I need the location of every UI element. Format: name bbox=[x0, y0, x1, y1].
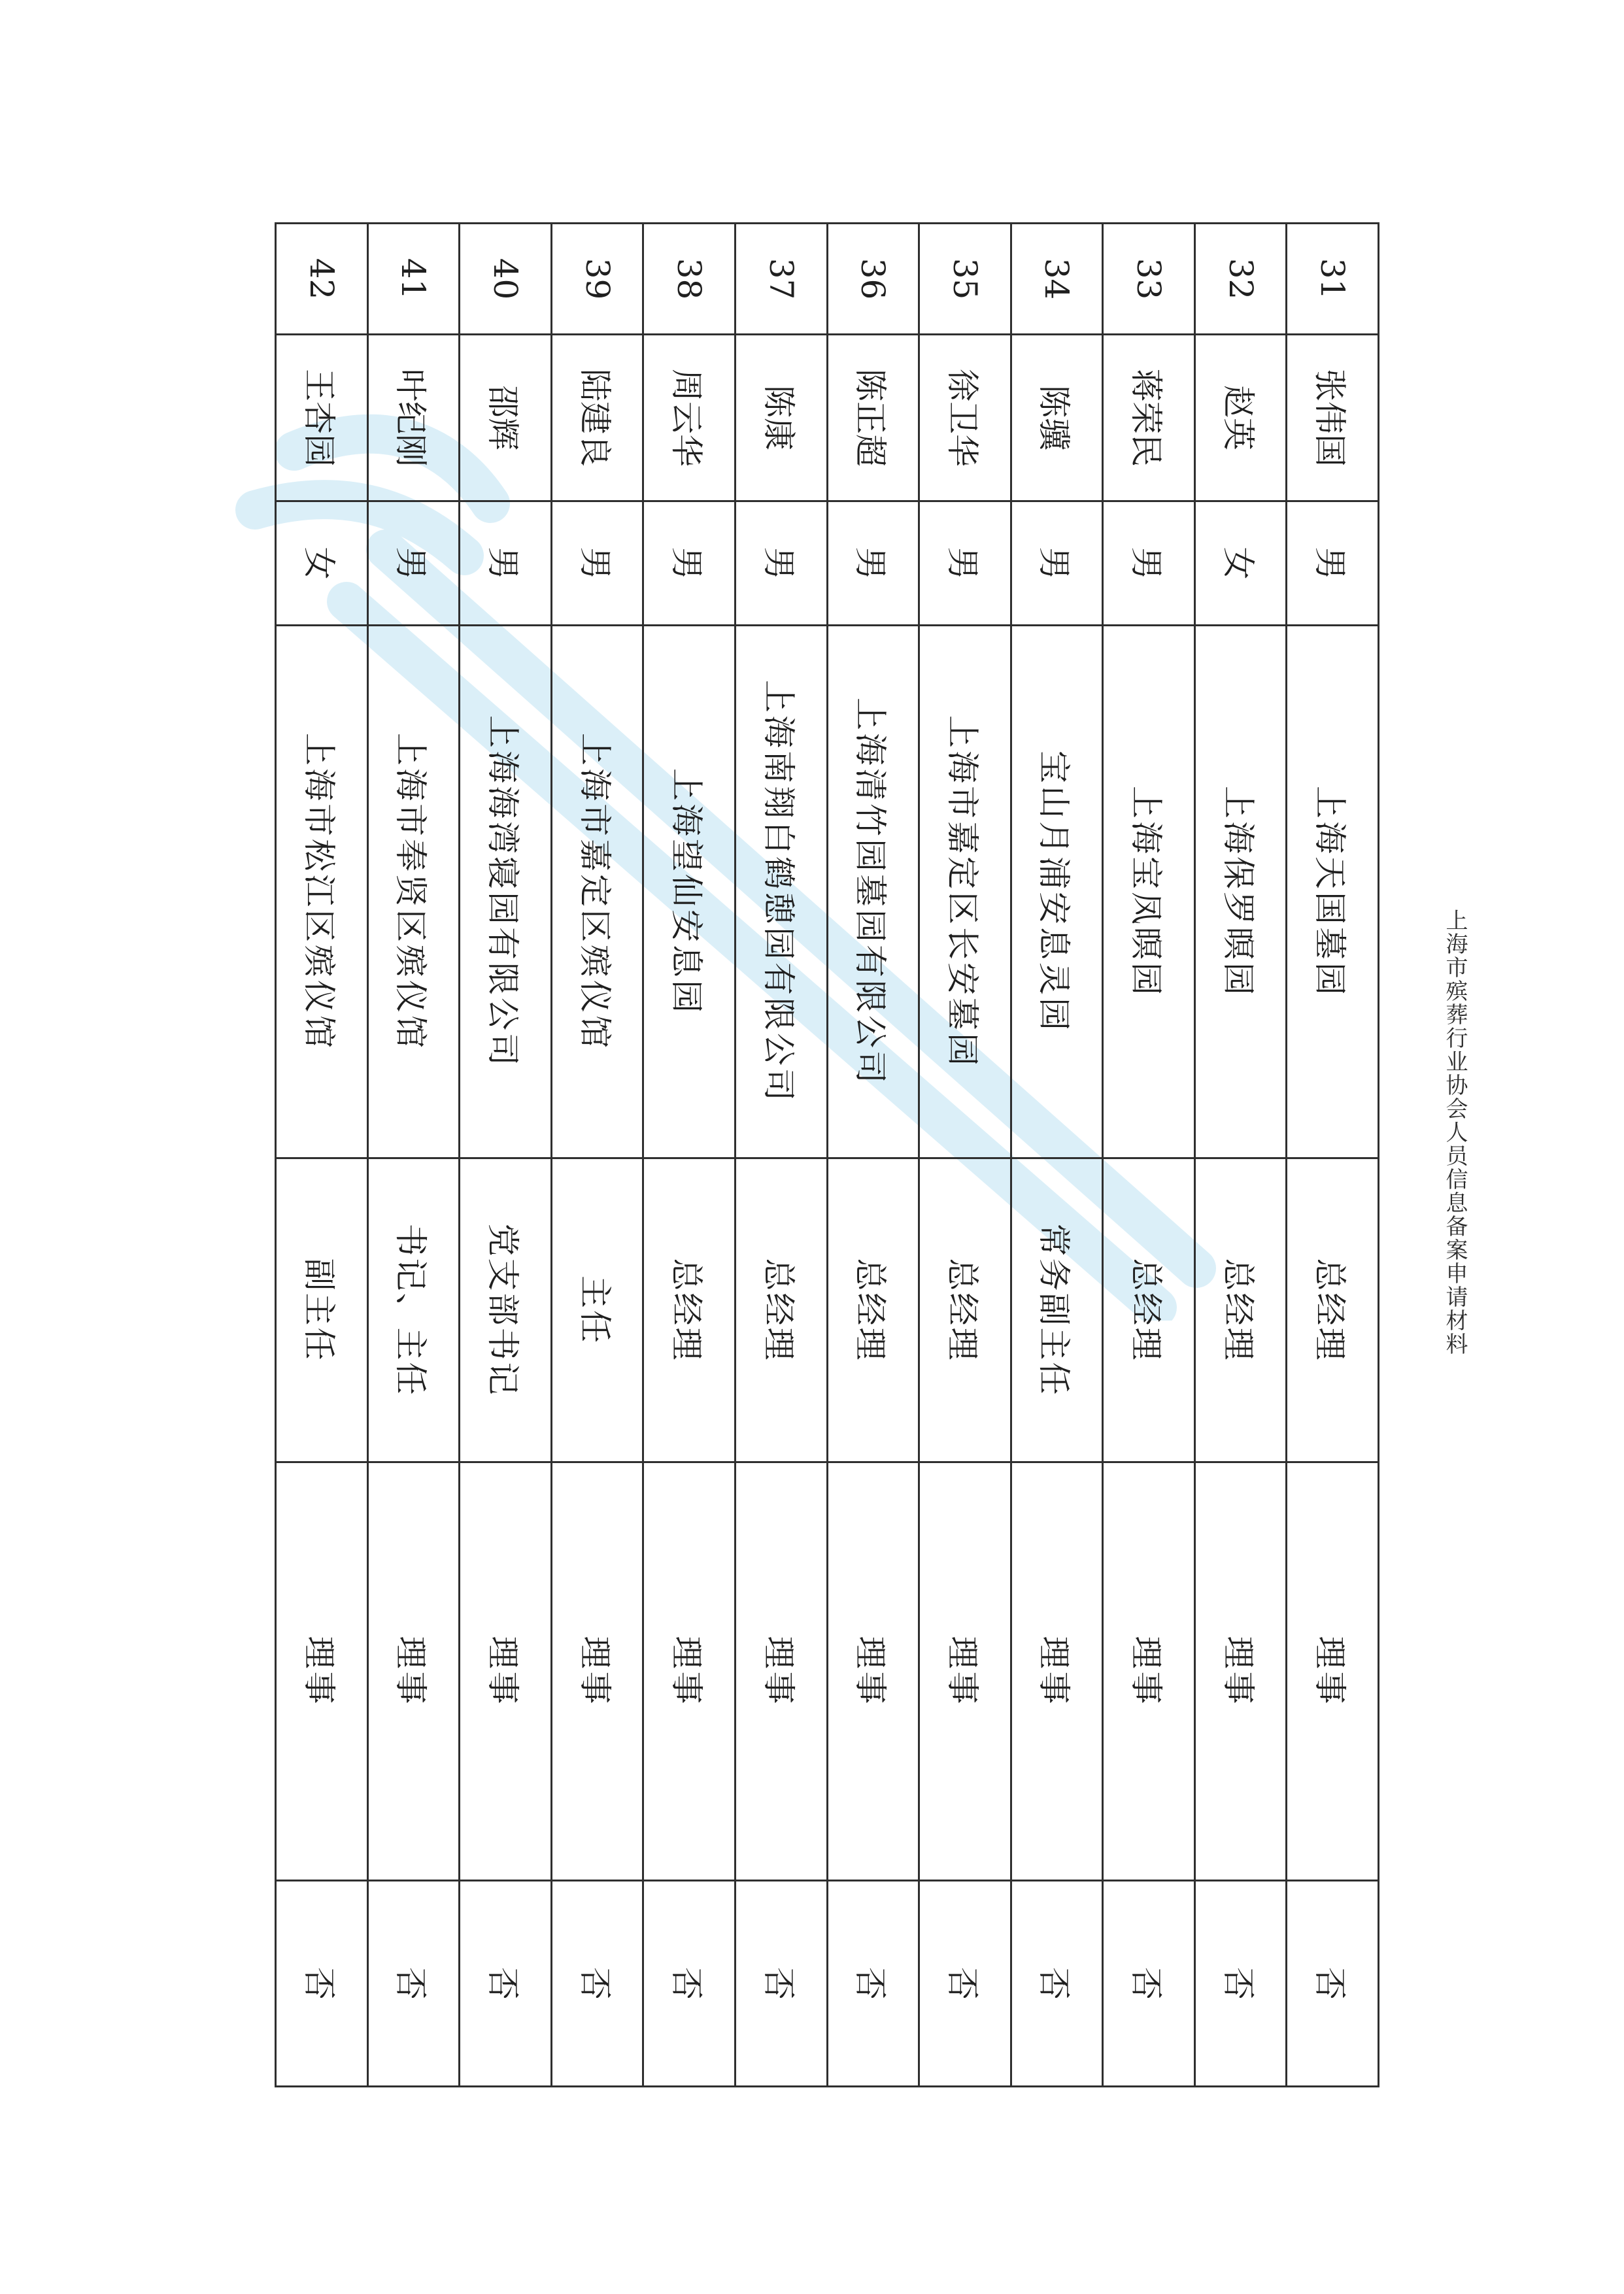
member-position: 总经理 bbox=[919, 1158, 1011, 1462]
table-row bbox=[1103, 224, 1195, 2087]
flag-value: 否 bbox=[276, 1881, 368, 2087]
table-row bbox=[1287, 224, 1379, 2087]
member-gender: 女 bbox=[1194, 501, 1287, 626]
member-gender: 男 bbox=[551, 501, 643, 626]
association-role: 理事 bbox=[367, 1462, 460, 1881]
association-role: 理事 bbox=[919, 1462, 1011, 1881]
member-position: 总经理 bbox=[643, 1158, 736, 1462]
member-name: 张伟国 bbox=[1287, 335, 1379, 501]
member-organization: 上海南翔白鹤憩园有限公司 bbox=[735, 626, 827, 1158]
member-name: 陈骥 bbox=[1011, 335, 1103, 501]
member-organization: 上海市嘉定区长安墓园 bbox=[919, 626, 1011, 1158]
member-gender: 男 bbox=[919, 501, 1011, 626]
association-role: 理事 bbox=[1194, 1462, 1287, 1881]
table-row bbox=[460, 224, 552, 2087]
member-organization: 宝山月浦安息灵园 bbox=[1011, 626, 1103, 1158]
row-index: 35 bbox=[919, 224, 1011, 335]
member-position: 总经理 bbox=[1194, 1158, 1287, 1462]
association-role: 理事 bbox=[460, 1462, 552, 1881]
association-role: 理事 bbox=[1011, 1462, 1103, 1881]
row-index: 41 bbox=[367, 224, 460, 335]
member-gender: 男 bbox=[460, 501, 552, 626]
flag-value: 否 bbox=[919, 1881, 1011, 2087]
table-row bbox=[919, 224, 1011, 2087]
document-header: 上海市殡葬行业协会人员信息备案申请材料 bbox=[1442, 909, 1468, 1356]
association-role: 理事 bbox=[1287, 1462, 1379, 1881]
member-gender: 男 bbox=[1103, 501, 1195, 626]
member-name: 王杏园 bbox=[276, 335, 368, 501]
member-organization: 上海市松江区殡仪馆 bbox=[276, 626, 368, 1158]
member-table bbox=[275, 222, 1379, 2087]
member-gender: 男 bbox=[1011, 501, 1103, 626]
member-position: 总经理 bbox=[735, 1158, 827, 1462]
member-name: 周云华 bbox=[643, 335, 736, 501]
flag-value: 否 bbox=[1287, 1881, 1379, 2087]
flag-value: 否 bbox=[551, 1881, 643, 2087]
member-organization: 上海天国墓园 bbox=[1287, 626, 1379, 1158]
member-name: 叶纪刚 bbox=[367, 335, 460, 501]
table-row bbox=[551, 224, 643, 2087]
table-row bbox=[367, 224, 460, 2087]
member-organization: 上海清竹园墓园有限公司 bbox=[827, 626, 919, 1158]
member-gender: 男 bbox=[367, 501, 460, 626]
table-row bbox=[276, 224, 368, 2087]
flag-value: 否 bbox=[735, 1881, 827, 2087]
member-name: 陆建良 bbox=[551, 335, 643, 501]
member-position: 总经理 bbox=[1287, 1158, 1379, 1462]
member-gender: 男 bbox=[735, 501, 827, 626]
association-role: 理事 bbox=[735, 1462, 827, 1881]
association-role: 理事 bbox=[643, 1462, 736, 1881]
flag-value: 否 bbox=[460, 1881, 552, 2087]
member-organization: 上海宝凤暝园 bbox=[1103, 626, 1195, 1158]
table-row bbox=[643, 224, 736, 2087]
flag-value: 否 bbox=[1103, 1881, 1195, 2087]
row-index: 34 bbox=[1011, 224, 1103, 335]
member-name: 陈康 bbox=[735, 335, 827, 501]
association-role: 理事 bbox=[276, 1462, 368, 1881]
member-name: 徐卫华 bbox=[919, 335, 1011, 501]
member-gender: 男 bbox=[1287, 501, 1379, 626]
member-position: 党支部书记 bbox=[460, 1158, 552, 1462]
member-organization: 上海保罗暝园 bbox=[1194, 626, 1287, 1158]
table-row bbox=[827, 224, 919, 2087]
flag-value: 否 bbox=[1194, 1881, 1287, 2087]
member-name: 蒋荣民 bbox=[1103, 335, 1195, 501]
member-name: 赵英 bbox=[1194, 335, 1287, 501]
association-role: 理事 bbox=[551, 1462, 643, 1881]
row-index: 37 bbox=[735, 224, 827, 335]
member-gender: 男 bbox=[643, 501, 736, 626]
flag-value: 否 bbox=[1011, 1881, 1103, 2087]
member-position: 总经理 bbox=[1103, 1158, 1195, 1462]
association-role: 理事 bbox=[827, 1462, 919, 1881]
row-index: 40 bbox=[460, 224, 552, 335]
row-index: 36 bbox=[827, 224, 919, 335]
row-index: 39 bbox=[551, 224, 643, 335]
row-index: 32 bbox=[1194, 224, 1287, 335]
row-index: 38 bbox=[643, 224, 736, 335]
flag-value: 否 bbox=[367, 1881, 460, 2087]
row-index: 42 bbox=[276, 224, 368, 335]
member-name: 陈正超 bbox=[827, 335, 919, 501]
member-organization: 上海市嘉定区殡仪馆 bbox=[551, 626, 643, 1158]
table-row bbox=[1011, 224, 1103, 2087]
row-index: 31 bbox=[1287, 224, 1379, 335]
table-row bbox=[735, 224, 827, 2087]
member-position: 常务副主任 bbox=[1011, 1158, 1103, 1462]
flag-value: 否 bbox=[827, 1881, 919, 2087]
member-organization: 上海望仙安息园 bbox=[643, 626, 736, 1158]
member-gender: 女 bbox=[276, 501, 368, 626]
flag-value: 否 bbox=[643, 1881, 736, 2087]
member-position: 主任 bbox=[551, 1158, 643, 1462]
member-position: 书记、主任 bbox=[367, 1158, 460, 1462]
member-position: 副主任 bbox=[276, 1158, 368, 1462]
member-name: 邵辉 bbox=[460, 335, 552, 501]
member-organization: 上海海湾寝园有限公司 bbox=[460, 626, 552, 1158]
row-index: 33 bbox=[1103, 224, 1195, 335]
member-gender: 男 bbox=[827, 501, 919, 626]
table-row bbox=[1194, 224, 1287, 2087]
member-organization: 上海市奉贤区殡仪馆 bbox=[367, 626, 460, 1158]
association-role: 理事 bbox=[1103, 1462, 1195, 1881]
member-position: 总经理 bbox=[827, 1158, 919, 1462]
